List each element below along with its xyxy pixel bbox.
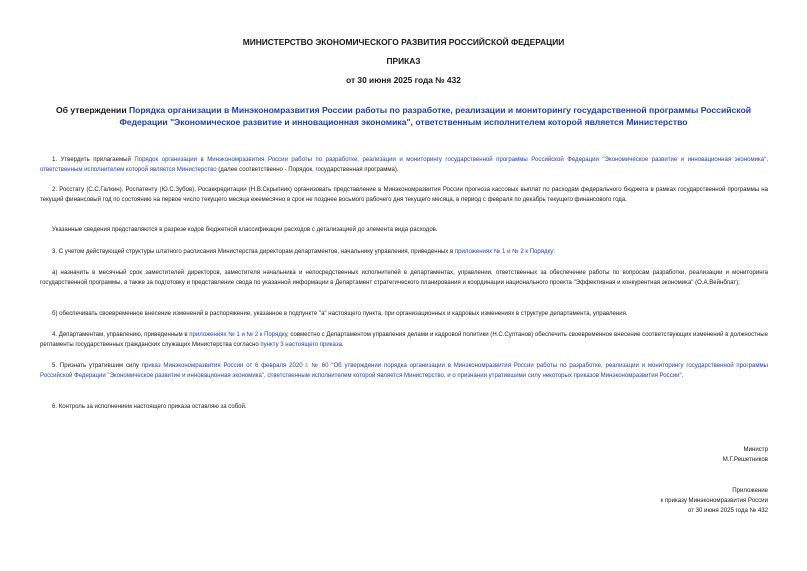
paragraph-1 xyxy=(40,156,768,176)
paragraph-3-start: 3. С учетом действующей структуры штатного расписания Министерства директорам департаментов, начальнику управления, приведенных в xyxy=(52,249,455,255)
title-prefix: Об утверждении xyxy=(55,105,129,115)
paragraph-3b xyxy=(40,310,768,320)
paragraph-5 xyxy=(40,362,768,382)
paragraph-1-end: (далее соответственно - Порядок, государственная программа). xyxy=(216,166,399,173)
order-title xyxy=(40,105,767,128)
paragraph-2 xyxy=(40,186,768,206)
procedure-link[interactable]: Порядок организации в Минэкономразвития России работы по разработке, реализации и мониторингу государственной программы Российской Федерации "Экономическое развитие и инновационная экономика", ответственным исполнителем которой является Министерство xyxy=(40,157,768,173)
clause-3-link[interactable]: пункту 3 настоящего приказа xyxy=(260,341,342,348)
paragraph-5-start: 5. Признать утратившим силу xyxy=(52,363,142,369)
paragraph-3b-text: б) обеспечивать своевременное внесение изменений в распоряжение, указанное в подпункте "а" настоящего пункта, при организационных и кадровых изменениях в структуре департамента, управления. xyxy=(52,311,628,317)
procedure-title-link[interactable]: Порядка организации в Минэкономразвития России работы по разработке, реализации и мониторингу государственной программы Российской Федерации "Экономическое развитие и инновационная экономика", ответственным исполнителем которой является Министерство xyxy=(119,105,752,127)
paragraph-2-note-text: Указанные сведения представляются в разрезе кодов бюджетной классификации расходов с детализацией до элемента вида расходов. xyxy=(52,227,438,233)
appendix-to: к приказу Минэкономразвития России xyxy=(660,497,768,504)
paragraph-1-start: 1. Утвердить прилагаемый xyxy=(52,157,135,163)
appendix-date: от 30 июня 2025 года № 432 xyxy=(687,507,768,514)
paragraph-6-text: 6. Контроль за исполнением настоящего приказа оставляю за собой. xyxy=(52,404,247,410)
signature-name: М.Г.Решетников xyxy=(722,456,768,463)
appendix-1-2-link-2[interactable]: приложениях № 1 и № 2 к Порядку xyxy=(189,332,288,338)
paragraph-2-text: 2. Росстату (С.С.Галкин), Роспатенту (Ю.С.Зубов), Росаккредитации (Н.В.Скрыпник) организовать представление в Минэкономразвития России прогноза кассовых выплат по расходам федерального бюджета в рамках государственной программы на текущий финансовый год по состоянию на первое число текущего месяца ежемесячно в срок не позднее восьмого рабочего дня текущего месяца, в период с февраля по декабрь текущего финансового года. xyxy=(40,187,768,203)
appendix-label: Приложение xyxy=(732,487,768,494)
paragraph-4-end: . xyxy=(341,341,344,348)
paragraph-4 xyxy=(40,331,768,351)
paragraph-4-start: 4. Департаментам, управлению, приведенным в xyxy=(52,332,190,338)
paragraph-3 xyxy=(40,248,768,258)
paragraph-2-note xyxy=(40,226,768,236)
doc-date-heading: от 30 июня 2025 года № 432 xyxy=(346,75,461,85)
doc-type-heading: ПРИКАЗ xyxy=(386,56,421,66)
ministry-heading: МИНИСТЕРСТВО ЭКОНОМИЧЕСКОГО РАЗВИТИЯ РОССИЙСКОЙ ФЕДЕРАЦИИ xyxy=(242,37,565,47)
paragraph-4-middle: , совместно с Департаментом управления делами и кадровой политики (Н.С.Султанов) обеспечить своевременное внесение соответствующих изменений в должностные регламенты государственных гражданских служащих Министерства согласно xyxy=(40,332,768,348)
paragraph-3a xyxy=(40,269,768,289)
paragraph-5-end: . xyxy=(681,372,684,379)
appendix-1-2-link[interactable]: приложениях № 1 и № 2 к Порядку xyxy=(454,249,554,255)
paragraph-3-end: : xyxy=(553,249,555,255)
revoked-order-link[interactable]: приказ Минэкономразвития России от 6 февраля 2020 г. № 60 "Об утверждении порядка организации в Минэкономразвития России работы по разработке, реализации и мониторингу государственной программы Российской Федерации "Экономическое развитие и инновационная экономика", ответственным исполнителем которой является Министерство, и о признании утратившими силу некоторых приказов Минэкономразвития России" xyxy=(40,363,768,379)
paragraph-6 xyxy=(40,403,768,413)
signature-position: Министр xyxy=(743,446,768,453)
paragraph-3a-text: а) назначить в месячный срок заместителей директоров, заместителя начальника и непосредственных исполнителей в департаментах, управлении, ответственных за обеспечение работы по вопросам разработки, реализации и мониторинга государственной программы, а также за подготовку и представление свода по указанной информации в Департамент стратегического планирования и координации национального проекта "Эффективная и конкурентная экономика" (О.А.Вейнблат); xyxy=(40,270,768,286)
